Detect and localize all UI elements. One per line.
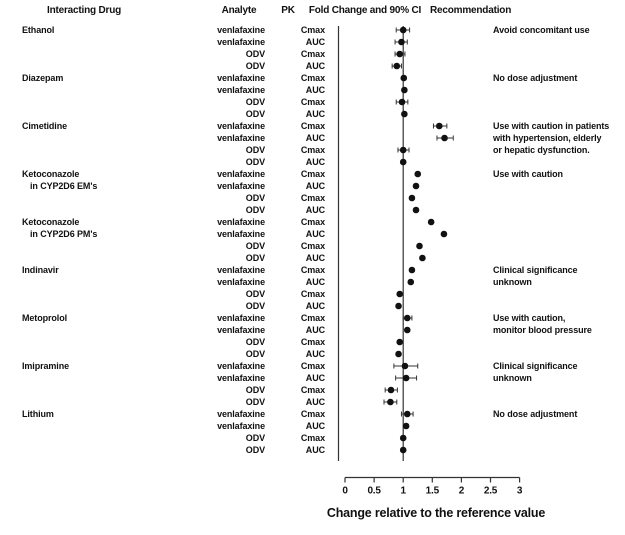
analyte-label: ODV xyxy=(245,145,265,155)
column-header-analyte: Analyte xyxy=(221,5,257,16)
analyte-label: venlafaxine xyxy=(217,85,265,95)
pk-parameter-label: AUC xyxy=(305,277,325,287)
point-estimate-marker xyxy=(400,435,407,442)
pk-parameter-label: Cmax xyxy=(300,289,325,299)
analyte-label: ODV xyxy=(245,205,265,215)
x-axis-tick-label: 2.5 xyxy=(483,485,498,497)
analyte-label: ODV xyxy=(245,49,265,59)
pk-parameter-label: AUC xyxy=(305,85,325,95)
analyte-label: ODV xyxy=(245,109,265,119)
point-estimate-marker xyxy=(400,159,407,166)
pk-parameter-label: Cmax xyxy=(300,361,325,371)
x-axis-tick-label: 2 xyxy=(458,485,465,497)
analyte-label: venlafaxine xyxy=(217,73,265,83)
point-estimate-marker xyxy=(401,87,408,94)
pk-parameter-label: AUC xyxy=(305,325,325,335)
recommendation-text: or hepatic dysfunction. xyxy=(493,145,590,155)
pk-parameter-label: Cmax xyxy=(300,145,325,155)
recommendation-text: with hypertension, elderly xyxy=(493,133,602,143)
point-estimate-marker xyxy=(413,183,420,190)
point-estimate-marker xyxy=(404,315,411,322)
analyte-label: venlafaxine xyxy=(217,181,265,191)
analyte-label: venlafaxine xyxy=(217,421,265,431)
point-estimate-marker xyxy=(436,123,443,130)
analyte-label: venlafaxine xyxy=(217,277,265,287)
point-estimate-marker xyxy=(407,279,414,286)
pk-parameter-label: AUC xyxy=(305,205,325,215)
pk-parameter-label: AUC xyxy=(305,133,325,143)
analyte-label: ODV xyxy=(245,241,265,251)
pk-parameter-label: AUC xyxy=(305,373,325,383)
analyte-label: ODV xyxy=(245,301,265,311)
point-estimate-marker xyxy=(404,411,411,418)
pk-parameter-label: Cmax xyxy=(300,241,325,251)
analyte-label: venlafaxine xyxy=(217,169,265,179)
point-estimate-marker xyxy=(414,171,421,178)
analyte-label: venlafaxine xyxy=(217,361,265,371)
point-estimate-marker xyxy=(395,303,402,310)
recommendation-text: No dose adjustment xyxy=(493,73,578,83)
interacting-drug-label: Ethanol xyxy=(22,25,55,35)
recommendation-text: Avoid concomitant use xyxy=(493,25,590,35)
x-axis-tick-label: 1 xyxy=(400,485,406,497)
pk-parameter-label: AUC xyxy=(305,229,325,239)
analyte-label: venlafaxine xyxy=(217,25,265,35)
analyte-label: venlafaxine xyxy=(217,217,265,227)
recommendation-text: Use with caution xyxy=(493,169,563,179)
analyte-label: ODV xyxy=(245,337,265,347)
pk-parameter-label: Cmax xyxy=(300,313,325,323)
analyte-label: ODV xyxy=(245,157,265,167)
analyte-label: venlafaxine xyxy=(217,265,265,275)
analyte-label: ODV xyxy=(245,433,265,443)
analyte-label: ODV xyxy=(245,97,265,107)
point-estimate-marker xyxy=(441,231,448,238)
pk-parameter-label: Cmax xyxy=(300,49,325,59)
recommendation-text: No dose adjustment xyxy=(493,409,578,419)
point-estimate-marker xyxy=(402,363,409,370)
point-estimate-marker xyxy=(428,219,435,226)
x-axis-tick-label: 3 xyxy=(516,485,523,497)
x-axis-tick-label: 0.5 xyxy=(367,485,381,497)
point-estimate-marker xyxy=(396,51,403,58)
pk-parameter-label: Cmax xyxy=(300,265,325,275)
pk-parameter-label: AUC xyxy=(305,349,325,359)
point-estimate-marker xyxy=(398,39,405,46)
analyte-label: ODV xyxy=(245,349,265,359)
point-estimate-marker xyxy=(413,207,420,214)
point-estimate-marker xyxy=(401,111,408,118)
x-axis-title: Change relative to the reference value xyxy=(326,506,546,520)
pk-parameter-label: AUC xyxy=(305,61,325,71)
pk-parameter-label: AUC xyxy=(305,37,325,47)
interacting-drug-label: Cimetidine xyxy=(22,121,68,131)
analyte-label: ODV xyxy=(245,289,265,299)
pk-parameter-label: Cmax xyxy=(300,409,325,419)
column-header-pk: PK xyxy=(281,5,295,16)
analyte-label: ODV xyxy=(245,397,265,407)
analyte-label: venlafaxine xyxy=(217,121,265,131)
analyte-label: ODV xyxy=(245,193,265,203)
point-estimate-marker xyxy=(399,99,406,106)
interacting-drug-label: Lithium xyxy=(22,409,54,419)
pk-parameter-label: Cmax xyxy=(300,433,325,443)
column-header-fold-change: Fold Change and 90% CI xyxy=(308,5,422,16)
point-estimate-marker xyxy=(403,423,410,430)
interacting-drug-label: Diazepam xyxy=(22,73,64,83)
pk-parameter-label: AUC xyxy=(305,253,325,263)
pk-parameter-label: Cmax xyxy=(300,121,325,131)
point-estimate-marker xyxy=(396,291,403,298)
interacting-drug-label: Ketoconazole xyxy=(22,169,80,179)
column-header-interacting-drug: Interacting Drug xyxy=(46,5,122,16)
recommendation-text: Use with caution, xyxy=(493,313,566,323)
analyte-label: ODV xyxy=(245,253,265,263)
interacting-drug-label: in CYP2D6 EM's xyxy=(30,181,98,191)
recommendation-text: Clinical significance xyxy=(493,361,578,371)
analyte-label: ODV xyxy=(245,385,265,395)
point-estimate-marker xyxy=(409,195,416,202)
interacting-drug-label: in CYP2D6 PM's xyxy=(30,229,98,239)
interacting-drug-label: Indinavir xyxy=(22,265,59,275)
analyte-label: venlafaxine xyxy=(217,373,265,383)
interacting-drug-label: Ketoconazole xyxy=(22,217,80,227)
point-estimate-marker xyxy=(419,255,426,262)
recommendation-text: Clinical significance xyxy=(493,265,578,275)
point-estimate-marker xyxy=(387,399,394,406)
pk-parameter-label: Cmax xyxy=(300,25,325,35)
analyte-label: venlafaxine xyxy=(217,325,265,335)
recommendation-text: Use with caution in patients xyxy=(493,121,610,131)
pk-parameter-label: AUC xyxy=(305,157,325,167)
point-estimate-marker xyxy=(441,135,448,142)
point-estimate-marker xyxy=(393,63,400,70)
point-estimate-marker xyxy=(403,375,410,382)
recommendation-text: monitor blood pressure xyxy=(493,325,592,335)
pk-parameter-label: AUC xyxy=(305,181,325,191)
pk-parameter-label: Cmax xyxy=(300,337,325,347)
pk-parameter-label: Cmax xyxy=(300,97,325,107)
pk-parameter-label: Cmax xyxy=(300,169,325,179)
analyte-label: venlafaxine xyxy=(217,133,265,143)
pk-parameter-label: Cmax xyxy=(300,385,325,395)
analyte-label: venlafaxine xyxy=(217,229,265,239)
analyte-label: venlafaxine xyxy=(217,409,265,419)
point-estimate-marker xyxy=(400,447,407,454)
analyte-label: ODV xyxy=(245,61,265,71)
point-estimate-marker xyxy=(396,339,403,346)
analyte-label: venlafaxine xyxy=(217,37,265,47)
pk-parameter-label: AUC xyxy=(305,109,325,119)
x-axis-tick-label: 0 xyxy=(342,485,348,497)
pk-parameter-label: AUC xyxy=(305,397,325,407)
pk-parameter-label: Cmax xyxy=(300,217,325,227)
analyte-label: ODV xyxy=(245,445,265,455)
pk-parameter-label: AUC xyxy=(305,301,325,311)
pk-parameter-label: Cmax xyxy=(300,73,325,83)
x-axis-tick-label: 1.5 xyxy=(425,485,439,497)
interacting-drug-label: Imipramine xyxy=(22,361,70,371)
point-estimate-marker xyxy=(395,351,402,358)
interacting-drug-label: Metoprolol xyxy=(22,313,67,323)
point-estimate-marker xyxy=(416,243,423,250)
pk-parameter-label: Cmax xyxy=(300,193,325,203)
point-estimate-marker xyxy=(404,327,411,334)
point-estimate-marker xyxy=(388,387,395,394)
column-header-recommendation: Recommendation xyxy=(430,5,512,16)
analyte-label: venlafaxine xyxy=(217,313,265,323)
pk-parameter-label: AUC xyxy=(305,421,325,431)
point-estimate-marker xyxy=(409,267,416,274)
point-estimate-marker xyxy=(400,27,407,34)
point-estimate-marker xyxy=(400,147,407,154)
recommendation-text: unknown xyxy=(493,373,532,383)
pk-parameter-label: AUC xyxy=(305,445,325,455)
recommendation-text: unknown xyxy=(493,277,532,287)
point-estimate-marker xyxy=(400,75,407,82)
